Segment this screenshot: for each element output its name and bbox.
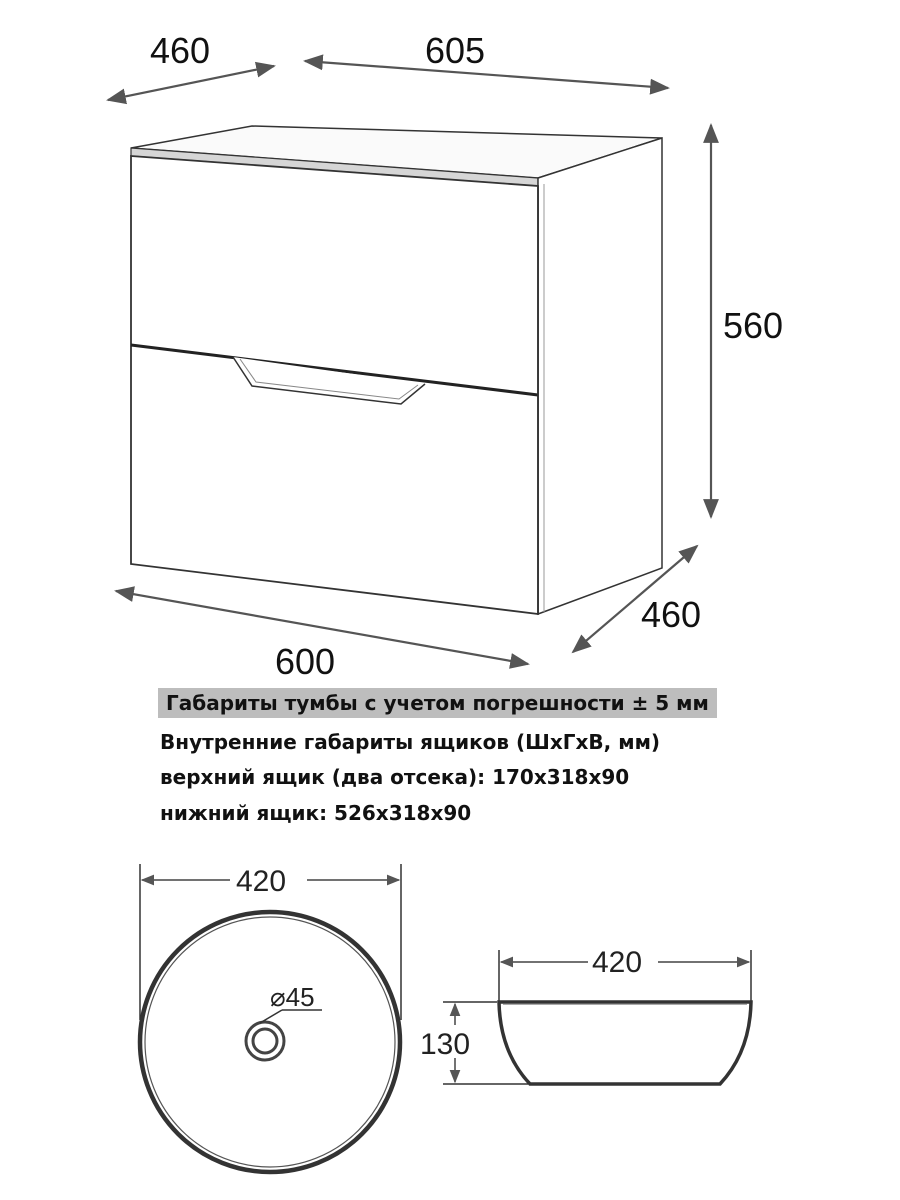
- cabinet-drawing: [131, 126, 662, 614]
- depth-bottom-label: 460: [641, 594, 702, 635]
- top-drawer-dimensions: верхний ящик (два отсека): 170х318х90: [160, 765, 630, 789]
- basin-side-height-label: 130: [420, 1028, 471, 1061]
- width-bottom-label: 600: [275, 641, 336, 682]
- cabinet-side-panel: [538, 138, 662, 614]
- width-top-label: 605: [425, 30, 486, 71]
- inner-dimensions-title: Внутренние габариты ящиков (ШхГхВ, мм): [160, 730, 661, 754]
- drain-inner: [253, 1029, 277, 1053]
- basin-rim-outer: [140, 912, 400, 1172]
- width-top-arrow: [305, 61, 668, 88]
- depth-top-arrow: [108, 66, 274, 100]
- tolerance-note: Габариты тумбы с учетом погрешности ± 5 мм: [158, 688, 717, 718]
- basin-side-width-label: 420: [592, 946, 643, 979]
- basin-top-diameter-label: 420: [236, 865, 287, 898]
- depth-top-label: 460: [150, 30, 211, 71]
- basin-side-outline: [499, 1002, 751, 1084]
- basin-top-view: [140, 864, 401, 1172]
- basin-rim-inner: [145, 917, 395, 1167]
- height-label: 560: [723, 305, 784, 346]
- bottom-drawer-dimensions: нижний ящик: 526х318х90: [160, 801, 472, 825]
- drain-diameter-label: ⌀45: [270, 982, 315, 1012]
